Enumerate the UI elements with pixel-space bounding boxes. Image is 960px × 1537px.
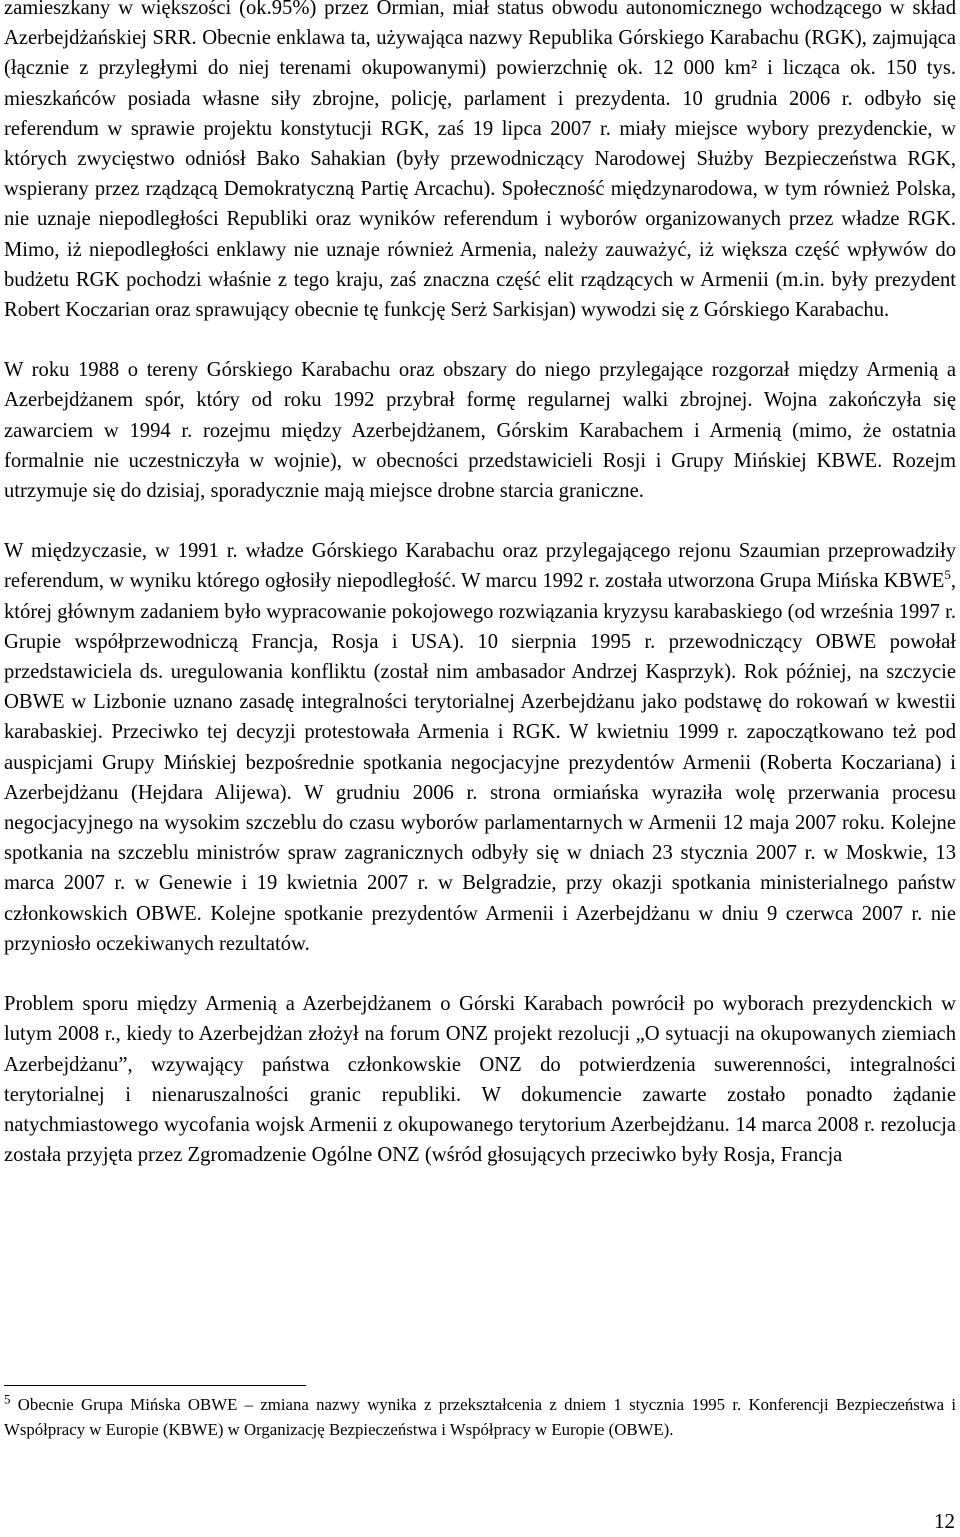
paragraph-3-text-a: W międzyczasie, w 1991 r. władze Górskiego Karabachu oraz przylegającego rejonu Szaumian przeprowadziły referendum, w wyniku którego ogłosiły niepodległość. W marcu 1992 r. została utworzona Grupa Mińska KBWE (4, 540, 956, 593)
footnote-number: 5 (4, 1391, 11, 1407)
paragraph-4: Problem sporu między Armenią a Azerbejdżanem o Górski Karabach powrócił po wyborach prezydenckich w lutym 2008 r., kiedy to Azerbejdżan złożył na forum ONZ projekt rezolucji „O sytuacji na okupowanych ziemiach Azerbejdżanu”, wzywający państwa członkowskie ONZ do potwierdzenia suwerenności, integralności terytorialnej i nienaruszalności granic republiki. W dokumencie zawarte zostało ponadto żądanie natychmiastowego wycofania wojsk Armenii z okupowanego terytorium Azerbejdżanu. 14 marca 2008 r. rezolucja została przyjęta przez Zgromadzenie Ogólne ONZ (wśród głosujących przeciwko były Rosja, Francja (4, 993, 956, 1167)
page-number: 12 (934, 1509, 955, 1533)
page-body (4, 0, 956, 1170)
footnote-reference: 5 (944, 567, 951, 583)
footnote-separator (4, 1385, 306, 1386)
footnote-text: Obecnie Grupa Mińska OBWE – zmiana nazwy wynika z przekształcenia z dniem 1 stycznia 1995 r. Konferencji Bezpieczeństwa i Współpracy w Europie (KBWE) w Organizację Bezpieczeństwa i Współpracy w Europie (OBWE). (4, 1395, 956, 1439)
paragraph-2: W roku 1988 o tereny Górskiego Karabachu oraz obszary do niego przylegające rozgorzał między Armenią a Azerbejdżanem spór, który od roku 1992 przybrał formę regularnej walki zbrojnej. Wojna zakończyła się zawarciem w 1994 r. rozejmu między Azerbejdżanem, Górskim Karabachem i Armenią (mimo, że ostatnia formalnie nie uczestniczyła w wojnie), w obecności przedstawicieli Rosji i Grupy Mińskiej KBWE. Rozejm utrzymuje się do dzisiaj, sporadycznie mają miejsce drobne starcia graniczne. (4, 359, 956, 503)
paragraph-1: zamieszkany w większości (ok.95%) przez Ormian, miał status obwodu autonomicznego wchodzącego w skład Azerbejdżańskiej SRR. Obecnie enklawa ta, używająca nazwy Republika Górskiego Karabachu (RGK), zajmująca (łącznie z przyległymi do niej terenami okupowanymi) powierzchnię ok. 12 000 km² i licząca ok. 150 tys. mieszkańców posiada własne siły zbrojne, policję, parlament i prezydenta. 10 grudnia 2006 r. odbyło się referendum w sprawie projektu konstytucji RGK, zaś 19 lipca 2007 r. miały miejsce wybory prezydenckie, w których zwycięstwo odniósł Bako Sahakian (były przewodniczący Narodowej Służby Bezpieczeństwa RGK, wspierany przez rządzącą Demokratyczną Partię Arcachu). Społeczność międzynarodowa, w tym również Polska, nie uznaje niepodległości Republiki oraz wyników referendum i wyborów organizowanych przez władze RGK. Mimo, iż niepodległości enklawy nie uznaje również Armenia, należy zauważyć, iż większa część wpływów do budżetu RGK pochodzi właśnie z tego kraju, zaś znaczna część elit rządzących w Armenii (m.in. były prezydent Robert Koczarian oraz sprawujący obecnie tę funkcję Serż Sarkisjan) wywodzi się z Górskiego Karabachu. (4, 0, 956, 322)
footnote (4, 1393, 956, 1442)
paragraph-3-text-b: , której głównym zadaniem było wypracowanie pokojowego rozwiązania kryzysu karabaskiego (od września 1997 r. Grupie współprzewodniczą Francja, Rosja i USA). 10 sierpnia 1995 r. przewodniczący OBWE powołał przedstawiciela ds. uregulowania konfliktu (został nim ambasador Andrzej Kasprzyk). Rok później, na szczycie OBWE w Lizbonie uznano zasadę integralności terytorialnej Azerbejdżanu jako podstawę do rokowań w kwestii karabaskiej. Przeciwko tej decyzji protestowała Armenia i RGK. W kwietniu 1999 r. zapoczątkowano też pod auspicjami Grupy Mińskiej bezpośrednie spotkania negocjacyjne prezydentów Armenii (Roberta Koczariana) i Azerbejdżanu (Hejdara Alijewa). W grudniu 2006 r. strona ormiańska wyraziła wolę przerwania procesu negocjacyjnego na wysokim szczeblu do czasu wyborów parlamentarnych w Armenii 12 maja 2007 roku. Kolejne spotkania na szczeblu ministrów spraw zagranicznych odbyły się w dniach 23 stycznia 2007 r. w Moskwie, 13 marca 2007 r. w Genewie i 19 kwietnia 2007 r. w Belgradzie, przy okazji spotkania ministerialnego państw członkowskich OBWE. Kolejne spotkanie prezydentów Armenii i Azerbejdżanu w dniu 9 czerwca 2007 r. nie przyniosło oczekiwanych rezultatów. (4, 570, 956, 955)
paragraph-3 (4, 536, 956, 959)
